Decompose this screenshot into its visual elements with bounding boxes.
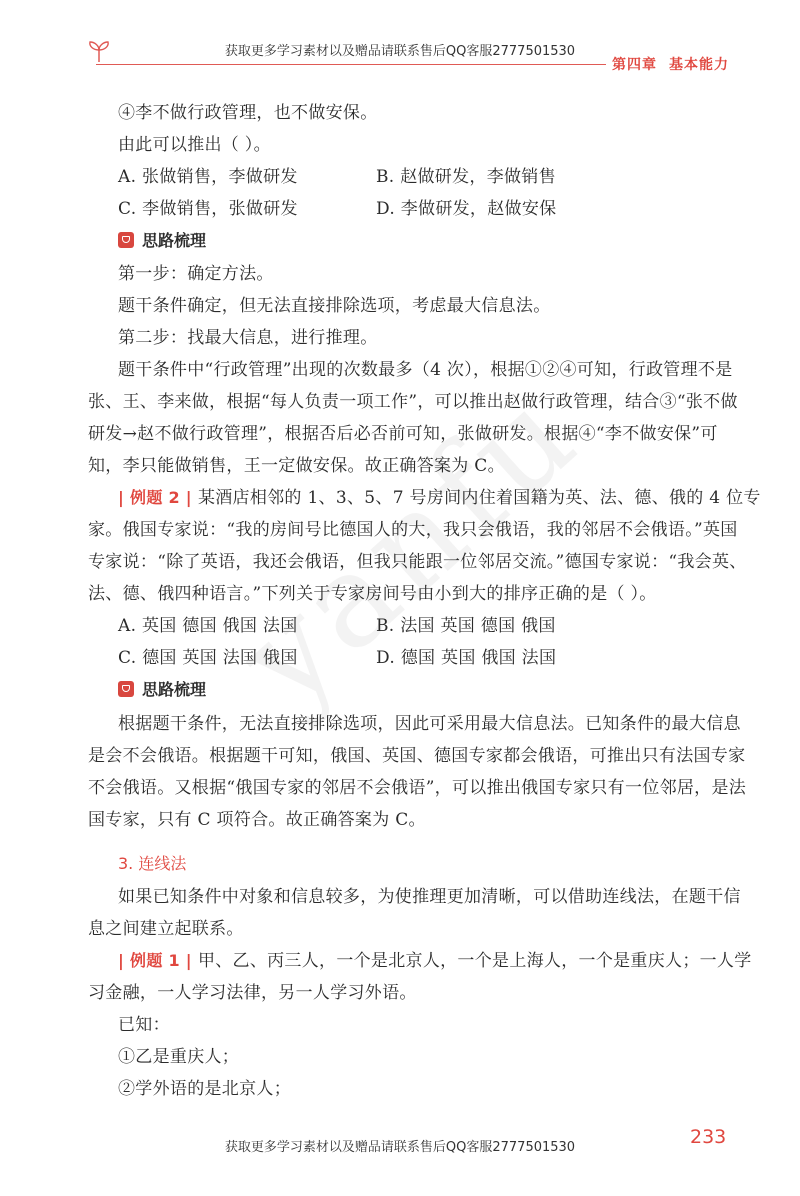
header-watermark: 获取更多学习素材以及赠品请联系售后QQ客服2777501530 <box>224 44 576 59</box>
q1-option-b: B. 赵做研发，李做销售 <box>376 167 556 187</box>
example-2-text: 某酒店相邻的 1、3、5、7 号房间内住着国籍为英、法、德、俄的 4 位专 <box>197 488 761 508</box>
paragraph-line: 研发→赵不做行政管理”，根据否后必否前可知，张做研发。根据④“李不做安保”可 <box>88 424 718 444</box>
step-1-text: 题干条件确定，但无法直接排除选项，考虑最大信息法。 <box>118 296 551 316</box>
method-heading: 3. 连线法 <box>118 854 187 873</box>
condition-1: ①乙是重庆人； <box>118 1047 240 1067</box>
paragraph-line: 不会俄语。又根据“俄国专家的邻居不会俄语”，可以推出俄国专家只有一位邻居，是法 <box>88 778 747 798</box>
paragraph-line: 国专家，只有 C 项符合。故正确答案为 C。 <box>88 810 426 830</box>
example-2-line <box>118 487 761 509</box>
q2-option-b: B. 法国 英国 德国 俄国 <box>376 616 556 636</box>
q2-option-d: D. 德国 英国 俄国 法国 <box>376 648 557 668</box>
step-2: 第二步：找最大信息，进行推理。 <box>118 328 378 348</box>
analysis-icon <box>118 681 134 697</box>
footer-watermark: 获取更多学习素材以及赠品请联系售后QQ客服2777501530 <box>224 1140 576 1155</box>
condition-4: ④李不做行政管理，也不做安保。 <box>118 103 378 123</box>
step-1: 第一步：确定方法。 <box>118 264 274 284</box>
paragraph-line: 如果已知条件中对象和信息较多，为使推理更加清晰，可以借助连线法，在题干信 <box>118 887 741 907</box>
analysis-heading-label: 思路梳理 <box>142 231 207 250</box>
paragraph-line: 法、德、俄四种语言。”下列关于专家房间号由小到大的排序正确的是（ ）。 <box>88 584 657 604</box>
q1-option-d: D. 李做研发，赵做安保 <box>376 199 557 219</box>
chapter-label: 第四章 <box>612 57 657 73</box>
q1-option-c: C. 李做销售，张做研发 <box>118 199 298 219</box>
page-number: 233 <box>690 1126 727 1148</box>
example-2-tag-label: 例题 2 <box>130 488 180 507</box>
paragraph-line: 习金融，一人学习法律，另一人学习外语。 <box>88 983 417 1003</box>
paragraph-line: 专家说：“除了英语，我还会俄语，但我只能跟一位邻居交流。”德国专家说：“我会英、 <box>88 552 747 572</box>
analysis-heading-2 <box>118 679 206 701</box>
paragraph-line: 是会不会俄语。根据题干可知，俄国、英国、德国专家都会俄语，可推出只有法国专家 <box>88 746 746 766</box>
example-1-text: 甲、乙、丙三人，一个是北京人，一个是上海人，一个是重庆人；一人学 <box>197 951 752 971</box>
leaf-icon <box>86 38 112 64</box>
analysis-icon <box>118 232 134 248</box>
paragraph-line: 家。俄国专家说：“我的房间号比德国人的大，我只会俄语，我的邻居不会俄语。”英国 <box>88 520 738 540</box>
q2-option-a: A. 英国 德国 俄国 法国 <box>118 616 298 636</box>
paragraph-line: 知，李只能做销售，王一定做安保。故正确答案为 C。 <box>88 456 505 476</box>
paragraph-line: 张、王、李来做，根据“每人负责一项工作”，可以推出赵做行政管理，结合③“张不做 <box>88 392 738 412</box>
condition-2: ②学外语的是北京人； <box>118 1079 291 1099</box>
paragraph-line: 根据题干条件，无法直接排除选项，因此可采用最大信息法。已知条件的最大信息 <box>118 714 741 734</box>
background-watermark <box>210 357 606 735</box>
chapter-heading <box>606 55 800 75</box>
example-1-line <box>118 950 752 972</box>
example-1-tag: | 例题 1 | <box>118 951 192 970</box>
section-label: 基本能力 <box>669 57 729 73</box>
analysis-heading-label: 思路梳理 <box>142 680 207 699</box>
known-label: 已知： <box>118 1015 170 1035</box>
example-2-tag: | 例题 2 | <box>118 488 192 507</box>
paragraph-line: 息之间建立起联系。 <box>88 919 244 939</box>
paragraph-line: 题干条件中“行政管理”出现的次数最多（4 次），根据①②④可知，行政管理不是 <box>118 360 733 380</box>
question-stem: 由此可以推出（ ）。 <box>118 135 271 155</box>
q1-option-a: A. 张做销售，李做研发 <box>118 167 298 187</box>
example-1-tag-label: 例题 1 <box>130 951 180 970</box>
analysis-heading-1 <box>118 230 206 252</box>
q2-option-c: C. 德国 英国 法国 俄国 <box>118 648 298 668</box>
